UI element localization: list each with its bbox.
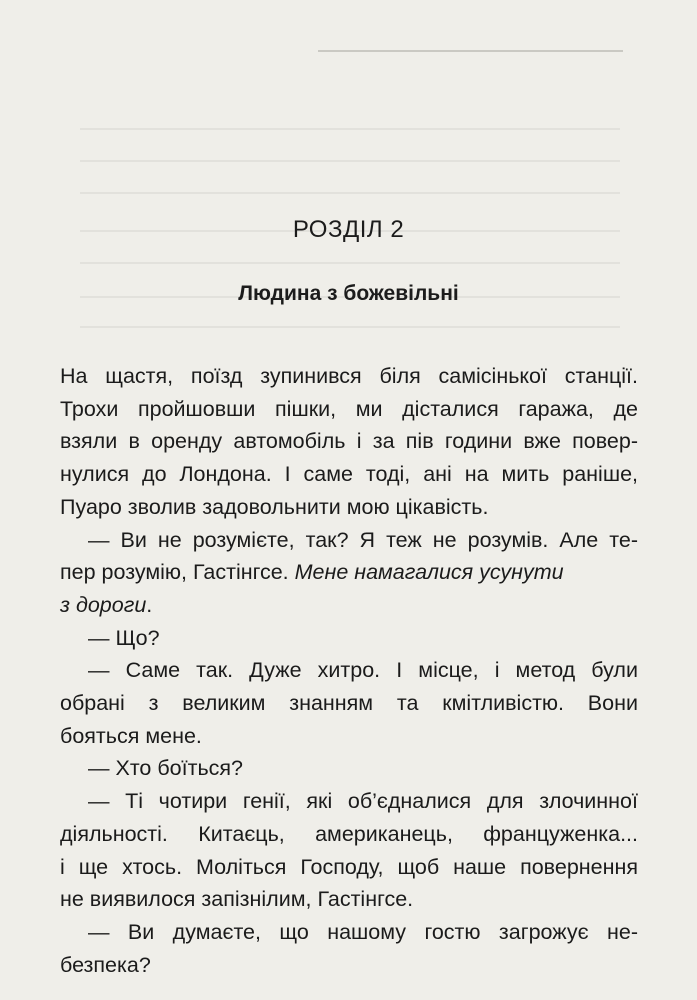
text-line: взяли в оренду автомобіль і за пів години вже повер- — [60, 429, 638, 454]
text-line: діяльності. Китаєць, американець, француженка... — [60, 821, 638, 846]
italic-phrase: Мене намагалися усунути — [294, 560, 564, 585]
bleed-line — [80, 160, 620, 162]
text-line: бояться мене. — [60, 723, 202, 748]
chapter-body-text — [60, 360, 638, 981]
dialogue-line: — Ви думаєте, що нашому гостю загрожує не- — [88, 919, 638, 944]
text-line: Пуаро зволив задовольнити мою цікавість. — [60, 494, 489, 519]
bleed-line — [80, 128, 620, 130]
italic-phrase: з дороги — [60, 592, 147, 617]
text-line: На щастя, поїзд зупинився біля самісінької станції. — [60, 364, 638, 388]
dialogue-line: — Саме так. Дуже хитро. І місце, і метод були — [88, 658, 638, 683]
running-head-rule — [318, 50, 623, 52]
text-fragment: . — [146, 592, 153, 617]
text-line — [60, 589, 638, 622]
text-line — [60, 556, 638, 589]
text-line: нулися до Лондона. І саме тоді, ані на мить раніше, — [60, 462, 638, 487]
bleed-line — [80, 262, 620, 264]
text-line: Трохи пройшовши пішки, ми дісталися гаража, де — [60, 396, 638, 421]
bleed-line — [80, 326, 620, 328]
text-line: безпека? — [60, 952, 151, 977]
chapter-heading: РОЗДІЛ 2 — [292, 216, 405, 243]
dialogue-line: — Хто боїться? — [88, 756, 243, 781]
dialogue-line: — Ті чотири генії, які об’єдналися для злочинної — [88, 789, 638, 814]
text-fragment: пер розумію, Гастінгсе. — [60, 560, 289, 585]
chapter-title: Людина з божевільні — [238, 282, 459, 305]
dialogue-line: — Що? — [88, 625, 160, 650]
bleed-line — [80, 192, 620, 194]
text-line: обрані з великим знанням та кмітливістю. Вони — [60, 691, 638, 716]
text-line: не виявилося запізнілим, Гастінгсе. — [60, 887, 414, 912]
text-line: і ще хтось. Моліться Господу, щоб наше повернення — [60, 854, 638, 879]
dialogue-line: — Ви не розумієте, так? Я теж не розумів. Але те- — [88, 527, 638, 552]
